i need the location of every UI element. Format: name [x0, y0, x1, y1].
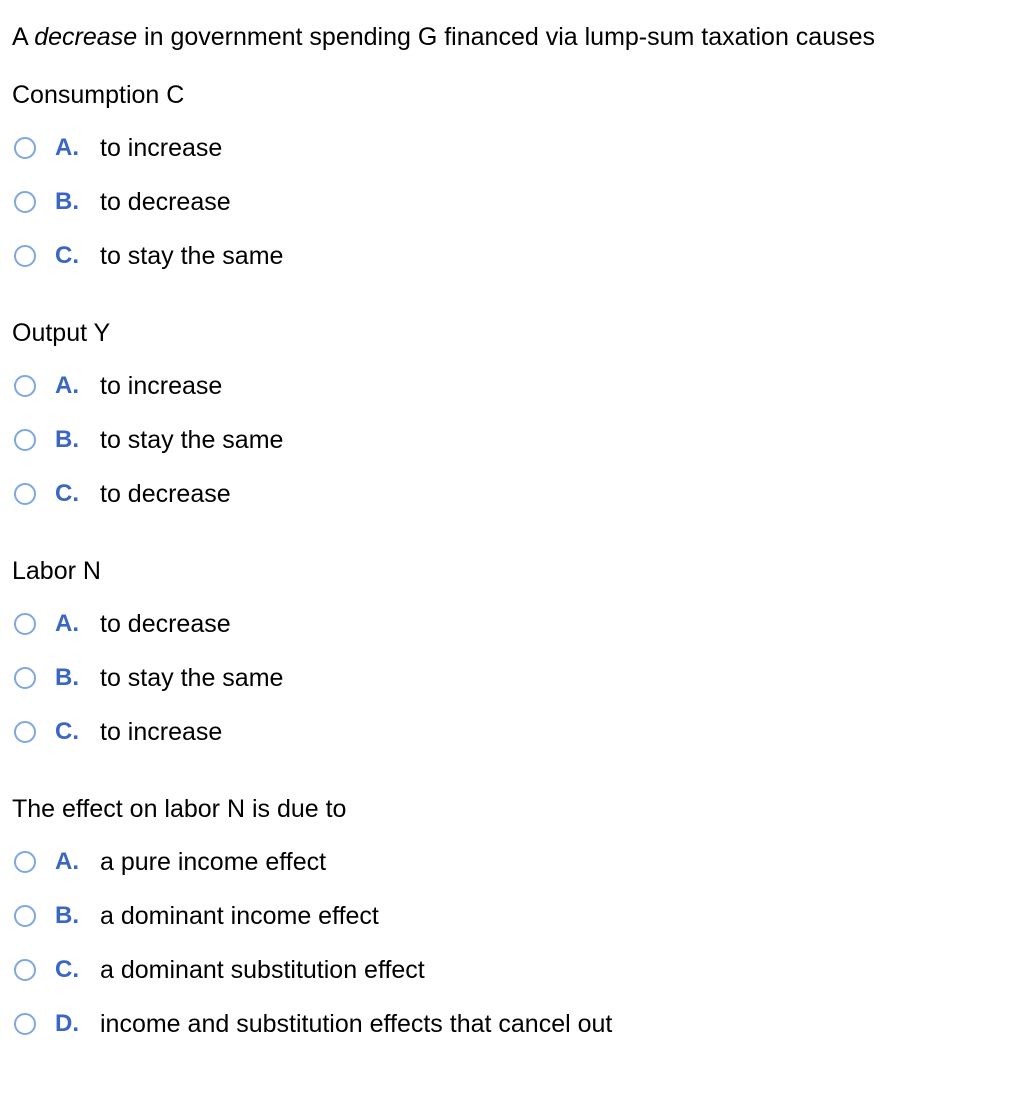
prompt-prefix: A [12, 23, 35, 51]
option-letter: B. [55, 426, 79, 453]
option-letter: C. [55, 480, 79, 507]
option-letter: B. [55, 902, 79, 929]
radio-button[interactable] [14, 959, 36, 981]
question-label-output: Output Y [12, 319, 111, 347]
option-letter: A. [55, 610, 79, 637]
option-letter: C. [55, 242, 79, 269]
option-text: to stay the same [100, 241, 284, 270]
option-letter: A. [55, 372, 79, 399]
radio-option-consumption-a[interactable] [14, 131, 223, 165]
prompt-emphasis: decrease [34, 23, 138, 51]
radio-button[interactable] [14, 483, 36, 505]
question-label-labor: Labor N [12, 557, 101, 585]
option-letter: C. [55, 718, 79, 745]
option-letter: A. [55, 848, 79, 875]
option-text: to increase [100, 717, 223, 746]
option-text: income and substitution effects that cancel out [100, 1009, 613, 1038]
radio-button[interactable] [14, 429, 36, 451]
radio-option-output-b[interactable] [14, 423, 284, 457]
radio-option-labor-b[interactable] [14, 661, 284, 695]
option-text: a dominant income effect [100, 901, 379, 930]
radio-button[interactable] [14, 245, 36, 267]
option-text: a pure income effect [100, 847, 327, 876]
question-label-effect: The effect on labor N is due to [12, 795, 347, 823]
radio-option-effect-c[interactable] [14, 953, 425, 987]
radio-button[interactable] [14, 667, 36, 689]
prompt-suffix: in government spending G financed via lump-sum taxation causes [137, 23, 876, 51]
option-text: to decrease [100, 609, 231, 638]
radio-option-effect-b[interactable] [14, 899, 379, 933]
question-label-consumption: Consumption C [12, 81, 185, 109]
radio-option-output-a[interactable] [14, 369, 223, 403]
option-text: a dominant substitution effect [100, 955, 425, 984]
option-text: to stay the same [100, 425, 284, 454]
option-text: to decrease [100, 187, 231, 216]
question-prompt [12, 22, 875, 52]
option-text: to decrease [100, 479, 231, 508]
option-text: to increase [100, 133, 223, 162]
option-letter: B. [55, 188, 79, 215]
radio-option-consumption-c[interactable] [14, 239, 284, 273]
radio-button[interactable] [14, 613, 36, 635]
radio-option-consumption-b[interactable] [14, 185, 231, 219]
radio-button[interactable] [14, 1013, 36, 1035]
radio-option-output-c[interactable] [14, 477, 231, 511]
option-letter: C. [55, 956, 79, 983]
option-text: to increase [100, 371, 223, 400]
radio-button[interactable] [14, 137, 36, 159]
radio-option-effect-a[interactable] [14, 845, 327, 879]
radio-button[interactable] [14, 851, 36, 873]
radio-button[interactable] [14, 721, 36, 743]
radio-option-effect-d[interactable] [14, 1007, 613, 1041]
option-text: to stay the same [100, 663, 284, 692]
radio-button[interactable] [14, 905, 36, 927]
radio-option-labor-a[interactable] [14, 607, 231, 641]
option-letter: A. [55, 134, 79, 161]
option-letter: D. [55, 1010, 79, 1037]
radio-button[interactable] [14, 375, 36, 397]
option-letter: B. [55, 664, 79, 691]
radio-button[interactable] [14, 191, 36, 213]
radio-option-labor-c[interactable] [14, 715, 223, 749]
